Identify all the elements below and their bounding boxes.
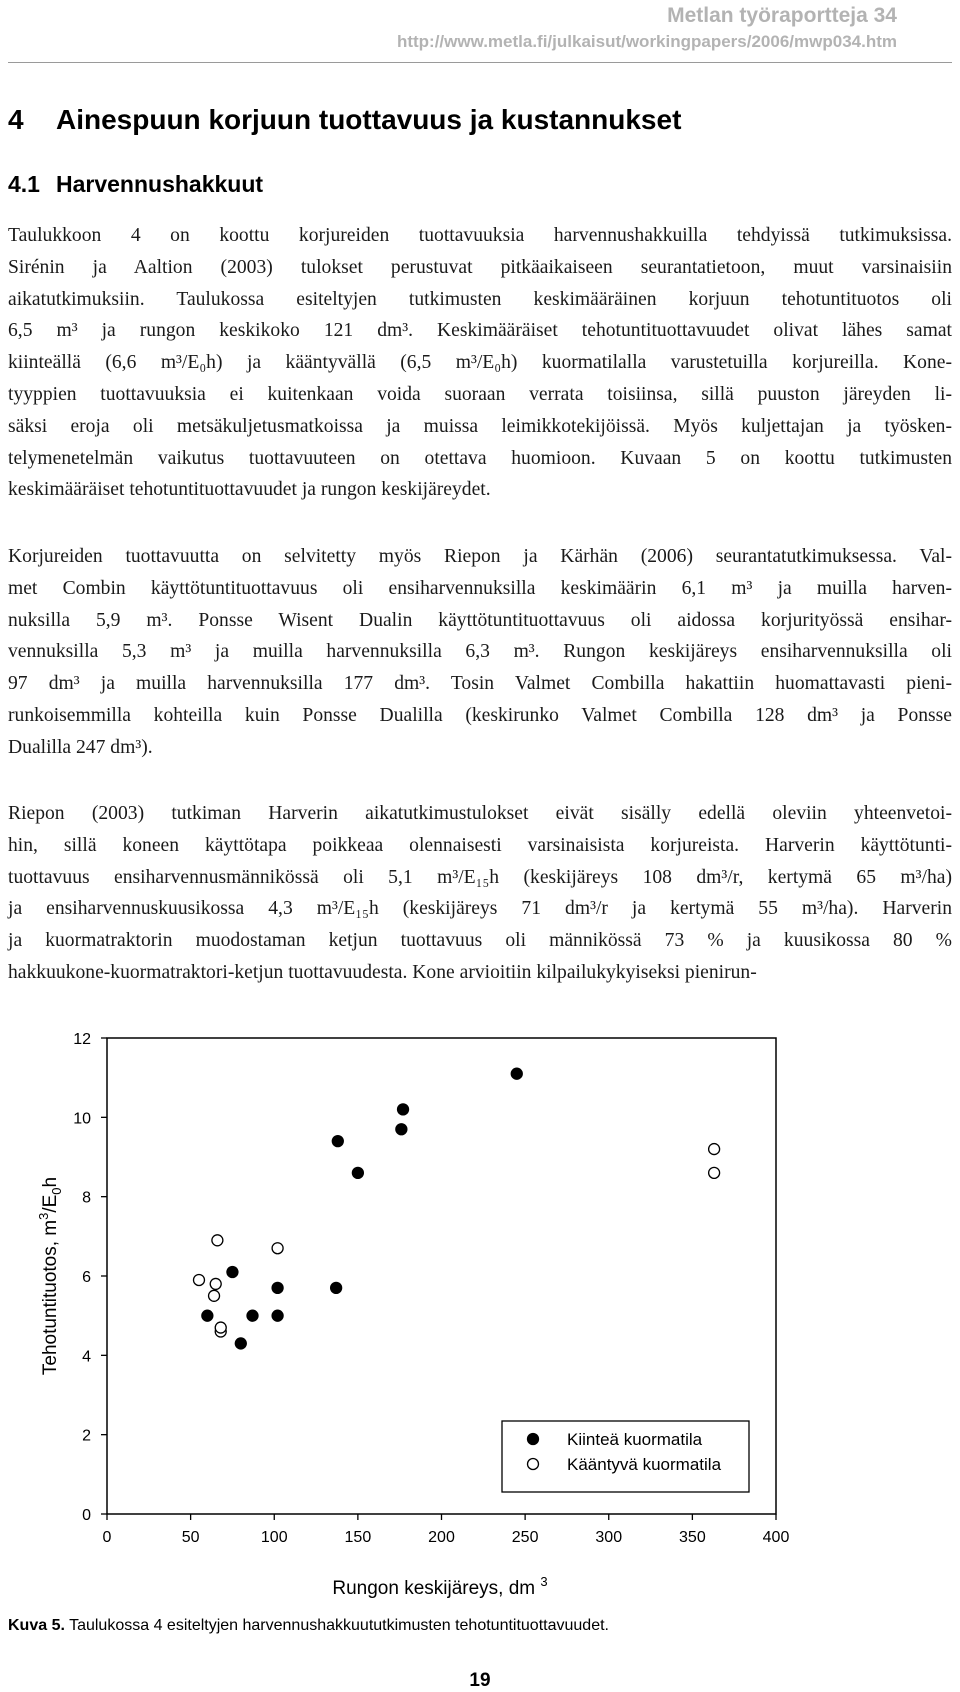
text-line: ja ensiharvennuskuusikossa 4,3 m³/E₁₅h (keskijäreys 71 dm³/r ja kertymä 55 m³/ha). Harverin (8, 898, 952, 920)
data-point-filled (331, 1282, 342, 1293)
data-point-filled (332, 1136, 343, 1147)
text-line: Riepon (2003) tutkiman Harverin aikatutkimustulokset eivät sisälly edellä oleviin yhteenvetoi- (8, 803, 952, 824)
header-rule (8, 62, 952, 63)
data-point-open (709, 1144, 720, 1155)
scatter-chart (0, 1020, 960, 1620)
text-line: runkoisemmilla kohteilla kuin Ponsse Dualilla (keskirunko Valmet Combilla 128 dm³ ja Ponsse (8, 704, 952, 726)
section-number: 4 (8, 104, 24, 135)
y-tick-label: 8 (82, 1189, 91, 1207)
figure-caption (8, 1617, 609, 1635)
y-tick-label: 6 (82, 1269, 91, 1286)
paragraph-2 (8, 541, 952, 764)
legend-marker-open (528, 1459, 539, 1470)
running-header (397, 0, 897, 54)
paragraph-1 (8, 220, 952, 506)
subsection-number: 4.1 (8, 171, 40, 197)
x-tick-label: 200 (428, 1529, 455, 1546)
legend-label: Kääntyvä kuormatila (567, 1455, 722, 1474)
subsection-title: Harvennushakkuut (56, 171, 264, 197)
text-line: keskimääräiset tehotuntituottavuudet ja rungon keskijäreydet. (8, 479, 491, 501)
y-tick-label: 12 (73, 1031, 91, 1048)
y-tick-label: 0 (82, 1507, 91, 1524)
data-point-filled (511, 1068, 522, 1079)
data-point-open (709, 1167, 720, 1178)
text-line: tuottavuus ensiharvennusmännikössä oli 5,1 m³/E₁₅h (keskijäreys 108 dm³/r, kertymä 65 m³/ha) (8, 866, 952, 888)
text-line: telymenetelmän vaikutus tuottavuuteen on otettava huomioon. Kuvaan 5 on koottu tutkimusten (8, 447, 952, 469)
data-point-filled (352, 1167, 363, 1178)
x-tick-label: 50 (181, 1529, 200, 1546)
x-tick-label: 250 (511, 1529, 539, 1546)
text-line: 97 dm³ ja muilla harvennuksilla 177 dm³. Tosin Valmet Combilla hakattiin huomattavasti pieni- (8, 673, 952, 695)
x-tick-label: 0 (102, 1529, 112, 1546)
text-line: hin, sillä koneen käyttötapa poikkeaa olennaisesti varsinaisista korjureista. Harverin käyttötunti- (8, 834, 952, 856)
data-point-filled (396, 1124, 407, 1135)
data-point-filled (227, 1267, 238, 1278)
text-line: tyyppien tuottavuuksia ei kuitenkaan voida suoraan verrata toisiinsa, sillä puuston järeyden li- (8, 383, 952, 405)
text-line: met Combin käyttötuntituottavuus oli ensiharvennuksilla keskimäärin 6,1 m³ ja muilla harven- (8, 577, 952, 599)
caption-label: Kuva 5. (8, 1617, 65, 1634)
text-line: Sirénin ja Aaltion (2003) tulokset perustuvat pitkäaikaiseen seurantatietoon, muut varsinaisiin (8, 256, 952, 278)
x-tick-label: 100 (260, 1529, 288, 1546)
x-tick-label: 150 (344, 1529, 372, 1546)
paragraph-3 (8, 798, 952, 989)
x-tick-label: 300 (595, 1529, 623, 1546)
text-line: 6,5 m³ ja rungon keskikoko 121 dm³. Keskimääräiset tehotuntituottavuudet olivat lähes samat (8, 320, 952, 342)
y-tick-label: 2 (82, 1427, 91, 1445)
data-point-filled (235, 1338, 246, 1349)
x-tick-label: 350 (679, 1529, 706, 1546)
text-line: säksi eroja oli metsäkuljetusmatkoissa ja muissa leimikkotekijöissä. Myös kuljettajan ja työsken- (8, 415, 952, 437)
text-line: nuksilla 5,9 m³. Ponsse Wisent Dualin käyttötuntituottavuus oli aidossa korjurityössä ensihar- (8, 609, 952, 631)
data-point-open (209, 1290, 220, 1301)
header-url[interactable]: http://www.metla.fi/julkaisut/workingpapers/2006/mwp034.htm (396, 32, 897, 51)
caption-text: Taulukossa 4 esiteltyjen harvennushakkuututkimusten tehotuntituottavuudet. (69, 1617, 609, 1634)
x-tick-label: 400 (762, 1529, 790, 1546)
text-line: hakkuukone-kuormatraktori-ketjun tuottavuudesta. Kone arvioitiin kilpailukykyiseksi pienirun- (8, 961, 757, 983)
data-point-open (212, 1235, 223, 1246)
data-point-open (215, 1322, 226, 1333)
text-line: Korjureiden tuottavuutta on selvitetty myös Riepon ja Kärhän (2006) seurantatutkimuksessa. Val- (8, 546, 952, 567)
section-heading (8, 104, 681, 136)
series-title: Metlan työraportteja 34 (667, 4, 897, 27)
text-line: vennuksilla 5,3 m³ ja muilla harvennuksilla 6,3 m³. Rungon keskijäreys ensiharvennuksilla oli (8, 641, 952, 663)
page-number: 19 (469, 1670, 491, 1691)
y-axis-label: Tehotuntituotos, $m^3/E_0h$ (36, 1176, 64, 1376)
x-axis-label: Rungon keskijäreys, dm $^3$ (332, 1574, 548, 1599)
text-line: aikatutkimuksiin. Taulukossa esiteltyjen tutkimusten keskimääräinen korjuun tehotuntituotos oli (8, 288, 952, 310)
text-line: kiinteällä (6,6 m³/E₀h) ja kääntyvällä (6,5 m³/E₀h) kuormatilalla varustetuilla korjureilla. Kone- (8, 352, 952, 374)
data-point-filled (272, 1310, 283, 1321)
y-tick-label: 10 (73, 1110, 91, 1128)
subsection-heading (8, 171, 263, 198)
data-point-filled (247, 1310, 258, 1321)
plot-area (36, 1031, 789, 1599)
legend-marker-filled (528, 1434, 539, 1445)
data-point-filled (202, 1310, 213, 1321)
text-line: Taulukkoon 4 on koottu korjureiden tuottavuuksia harvennushakkuilla tehdyissä tutkimuksissa. (8, 225, 952, 246)
data-point-open (193, 1274, 204, 1285)
data-point-filled (272, 1282, 283, 1293)
section-title: Ainespuun korjuun tuottavuus ja kustannukset (56, 104, 682, 135)
y-tick-label: 4 (82, 1348, 91, 1366)
text-line: ja kuormatraktorin muodostaman ketjun tuottavuus oli männikössä 73 % ja kuusikossa 80 % (8, 930, 952, 952)
data-point-open (272, 1243, 283, 1254)
legend-label: Kiinteä kuormatila (567, 1430, 703, 1449)
data-point-filled (398, 1104, 409, 1115)
text-line: Dualilla 247 dm³). (8, 736, 153, 758)
data-point-open (210, 1278, 221, 1289)
